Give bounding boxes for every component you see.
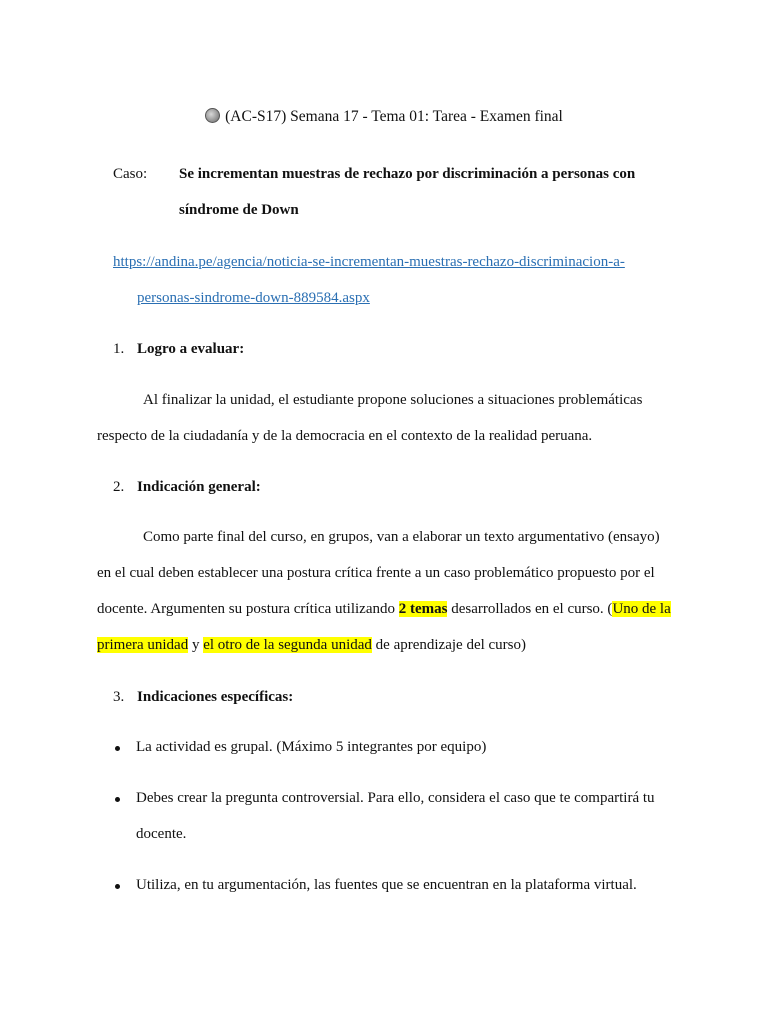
section2-line4-mid: y bbox=[188, 637, 204, 653]
section2-paragraph-line3 bbox=[97, 601, 671, 618]
section2-paragraph-line4 bbox=[97, 637, 526, 654]
article-link-line1[interactable]: https://andina.pe/agencia/noticia-se-incrementan-muestras-rechazo-discriminacion-a- bbox=[113, 254, 625, 270]
section1-heading-row bbox=[113, 341, 244, 358]
document-title bbox=[0, 108, 768, 126]
section1-heading: Logro a evaluar: bbox=[137, 341, 245, 357]
assignment-badge-icon bbox=[205, 108, 220, 123]
bullet-1-text: La actividad es grupal. (Máximo 5 integrantes por equipo) bbox=[136, 739, 487, 755]
highlight-uno-de-la: Uno de la bbox=[612, 601, 671, 617]
section3-number: 3. bbox=[113, 689, 125, 705]
section2-heading-row bbox=[113, 479, 261, 496]
section2-paragraph-line2: en el cual deben establecer una postura crítica frente a un caso problemático propuesto por el bbox=[97, 565, 655, 581]
section2-line3-text-b: desarrollados en el curso. ( bbox=[447, 601, 613, 617]
highlight-primera-unidad: primera unidad bbox=[97, 637, 189, 653]
section2-line4-end: de aprendizaje del curso) bbox=[371, 637, 527, 653]
title-text: (AC-S17) Semana 17 - Tema 01: Tarea - Examen final bbox=[225, 108, 563, 125]
highlight-segunda-unidad: el otro de la segunda unidad bbox=[203, 637, 372, 653]
highlight-two-topics: 2 temas bbox=[398, 601, 448, 617]
bullet-2-dot bbox=[115, 797, 120, 802]
bullet-3-dot bbox=[115, 884, 120, 889]
section1-paragraph-line2: respecto de la ciudadanía y de la democracia en el contexto de la realidad peruana. bbox=[97, 428, 593, 444]
bullet-3-text: Utiliza, en tu argumentación, las fuentes que se encuentran en la plataforma virtual. bbox=[136, 877, 637, 893]
section2-paragraph-line1: Como parte final del curso, en grupos, van a elaborar un texto argumentativo (ensayo) bbox=[143, 529, 660, 545]
section1-number: 1. bbox=[113, 341, 125, 357]
section2-line3-text-a: docente. Argumenten su postura crítica utilizando bbox=[97, 601, 399, 617]
section3-heading-row bbox=[113, 689, 293, 706]
article-link-line2[interactable]: personas-sindrome-down-889584.aspx bbox=[137, 290, 370, 306]
caso-text-line2: síndrome de Down bbox=[179, 202, 299, 218]
section2-number: 2. bbox=[113, 479, 125, 495]
caso-text-line1: Se incrementan muestras de rechazo por discriminación a personas con bbox=[179, 166, 636, 182]
section1-paragraph-line1: Al finalizar la unidad, el estudiante propone soluciones a situaciones problemáticas bbox=[143, 392, 643, 408]
section3-heading: Indicaciones específicas: bbox=[137, 689, 294, 705]
section2-heading: Indicación general: bbox=[137, 479, 261, 495]
caso-label: Caso: bbox=[113, 166, 148, 182]
bullet-2-text-line1: Debes crear la pregunta controversial. Para ello, considera el caso que te compartirá tu bbox=[136, 790, 655, 806]
bullet-2-text-line2: docente. bbox=[136, 826, 187, 842]
bullet-1-dot bbox=[115, 746, 120, 751]
